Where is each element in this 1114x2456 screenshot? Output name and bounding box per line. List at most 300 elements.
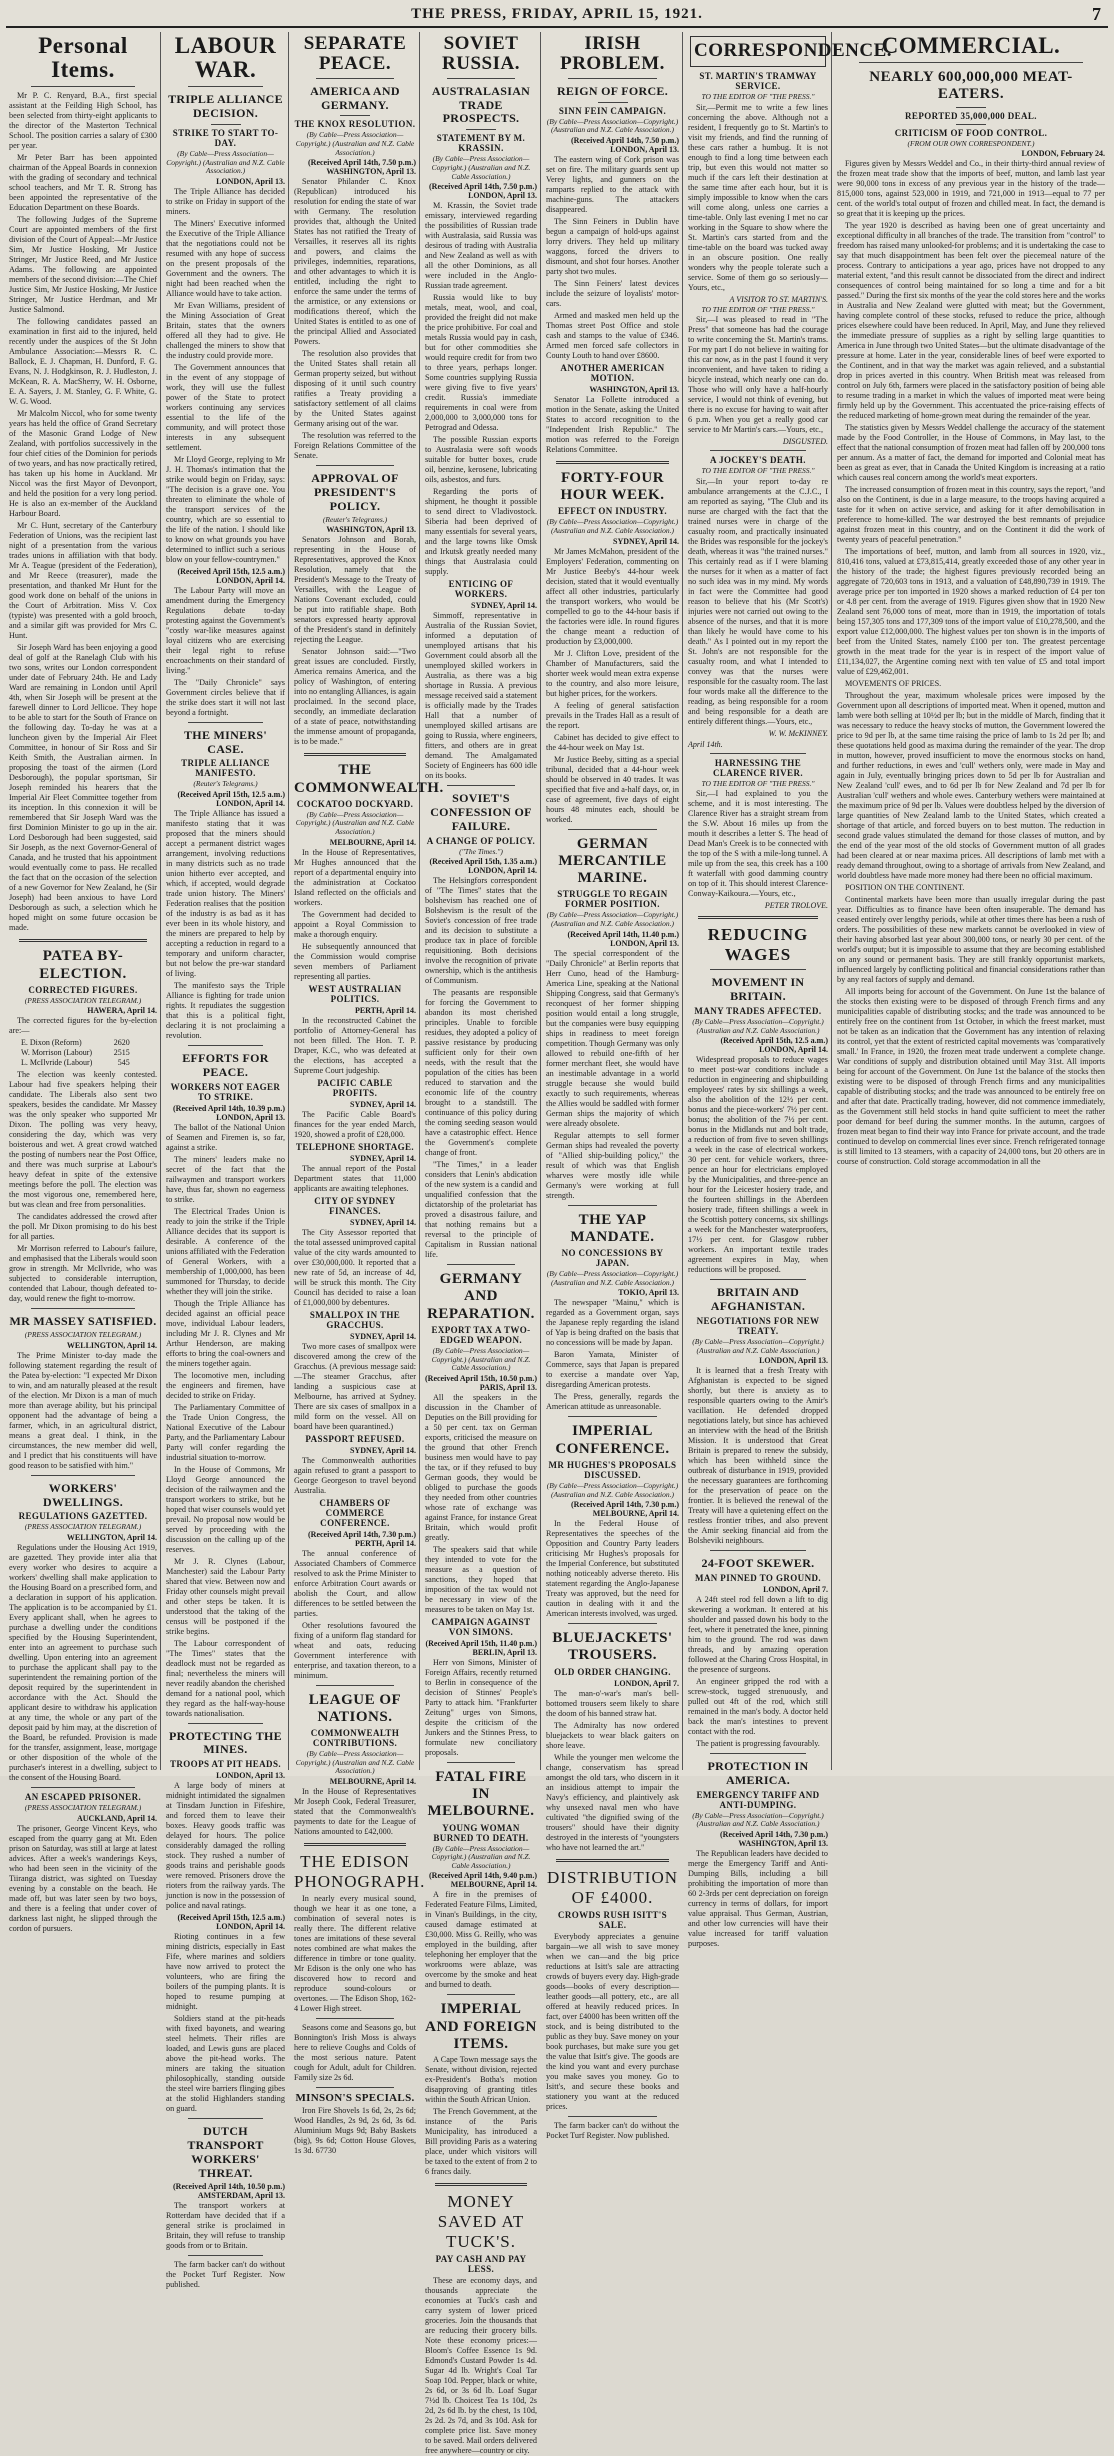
article-paragraph: Senators Johnson and Borah, representing in the House of Representatives, approved the Knox Resolution, namely that the President's Message to the Treaty of Versailles, with the League of Nations Covenant excluded, could be put into ratifiable shape. Both senators expressed hearty approval of the President's stand in definitely rejecting the League. [294, 535, 416, 645]
article-subheading: STATEMENT BY M. KRASSIN. [436, 133, 526, 154]
wire-credit: (By Cable—Press Association—Copyright.) (Australian and N.Z. Cable Association.) [546, 116, 679, 135]
article-subheading: TROOPS AT PIT HEADS. [169, 1759, 282, 1770]
rule [710, 969, 806, 970]
article-paragraph: While the younger men welcome the change, conservatism has spread amongst the old tars, who discern in it an insidious attempt to impair the Navy's efficiency, and plaintively ask why unsexed naval men who have cultivated "the dignified swing of the trousers" should have their dignity destroyed in the interests of "youngsters who have not learned the art." [546, 1752, 679, 1852]
article-heading: MR MASSEY SATISFIED. [9, 1314, 157, 1329]
rule [710, 450, 806, 451]
dateline: (Received April 14th, 9.40 p.m.) MELBOURNE, April 14. [429, 1871, 537, 1890]
article-paragraph: Baron Yamata, Minister of Commerce, says that Japan is prepared to exercise a mandate over Yap, disregarding American protests. [546, 1350, 679, 1390]
wire-credit: (By Cable—Press Association—Copyright.) (Australian and N.Z. Cable Association.) [692, 1017, 824, 1035]
dateline: SYDNEY, April 14. [350, 1445, 416, 1455]
dateline: HAWERA, April 14. [87, 1006, 157, 1016]
article-paragraph: The manifesto says the Triple Alliance is fighting for trade union rights. It repudiates the suggestion that this is a political fight, declaring it is not proclaiming a revolution. [166, 980, 285, 1040]
article-heading: PROTECTING THE MINES. [168, 1728, 282, 1757]
article-heading: GERMANY AND REPARATION. [427, 1271, 535, 1322]
article-subheading: A CHANGE OF POLICY. [426, 835, 536, 846]
rule [316, 78, 394, 79]
article-subheading: EFFECT ON INDUSTRY. [557, 506, 668, 517]
article-paragraph: A Cape Town message says the Senate, without division, rejected ex-President's Botha's motion disapproving of granting titles within the South African Union. [425, 2055, 537, 2105]
article-paragraph: Herr von Simons, Minister of Foreign Affairs, recently returned to Berlin in consequence of the decision of Stinnes' People's Party to attack him. "Frankfurter Zeitung" urges von Simons, despite the criticism of the Junkers and the Stinnes Press, to formulate new conciliatory proposals. [425, 1657, 537, 1757]
wire-credit: (By Cable—Press Association—Copyright.) (Australian and N.Z. Cable Association.) [295, 1749, 415, 1776]
article-paragraph: Mr Evan Williams, president of the Mining Association of Great Britain, states that the owners offered all they had to give. He challenged the miners to show that the industry could provide more. [166, 300, 285, 360]
dateline: WASHINGTON, April 13. [589, 384, 679, 394]
news-item-paragraph: The following Judges of the Supreme Court are appointed members of the first division of the Court of Appeal:—Mr Justice Sim, Mr Justice Hosking, Mr Justice Stringer, Mr Justice Reed, and Mr Justice Adams. The following are appointed members of the second division:—The Chief Justice Sim, Mr Justice Hosking, Mr Justice Stringer, Mr Justice Herdman, and Mr Justice Salmond. [9, 215, 157, 315]
article-paragraph: The locomotive men, including the engineers and firemen, have decided to strike on Friday. [166, 1370, 285, 1400]
column-divider [160, 32, 161, 1770]
dateline: LONDON, February 24. [1021, 149, 1105, 159]
article-subheading: MANY TRADES AFFECTED. [694, 1006, 822, 1017]
article-subheading: STRUGGLE TO REGAIN FORMER POSITION. [557, 889, 668, 910]
dateline: WELLINGTON, April 14. [66, 1533, 157, 1543]
article-paragraph: The importations of beef, mutton, and lamb from all sources in 1920, viz., 810,416 tons, valued at £73,815,414, greatly exceeded those of any other year in the history of the trade; the highest figures previously recorded being an aggregate of 720,603 tons in 1913, and a valuation of £48,890,739 in 1919. The average price per ton imported in 1920 shows a marked reduction of £4 per ton or 4.8 per cent. from the average of 1919. Figures given show that in 1920 New Zealand sent 76,000 tons of meat, more than in 1919, the importation of totals being 157,305 tons and 177,309 tons of the import value of £10,278,500, and the export value £12,000,000. The highest values per ton shown is in the imports of beef from the United States, namely £100 per ton. The greatest percentage growth in the meat trade for the year is in respect of the import value of £11,134,027, the Argentine coming next with ten value of £5 and total import value of £29,462,001. [837, 547, 1105, 677]
article-paragraph: The patient is progressing favourably. [696, 1738, 820, 1748]
candidate-name: E. Dixon (Reform) [21, 1038, 82, 1048]
advertisement-heading: THE EDISON PHONOGRAPH. [294, 1852, 426, 1892]
rule [316, 1685, 394, 1686]
article-paragraph: Soldiers stand at the pit-heads with fixed bayonets, and wearing steel helmets. Their rifles are loaded, and Lewis guns are placed above the pit-head works. The miners are taking the situation philosophically, standing outside the steel wire barriers flinging gibes at the stolid Highlanders standing on guard. [166, 2014, 285, 2114]
article-paragraph: The Electrical Trades Union is ready to join the strike if the Triple Alliance decides that its support is desirable. A conference of the unions affiliated with the Federation of General Workers, with a membership of 1,000,000, has been summoned for Thursday, to decide whether they will join the strike. [166, 1206, 285, 1296]
article-subheading: NEGOTIATIONS FOR NEW TREATY. [696, 1315, 820, 1336]
article-paragraph: The newspaper "Mainu," which is regarded as a Government organ, says the Japanese reply regarding the island of Yap is being drafted on the basis that no concessions will be made by Japan. [546, 1298, 679, 1348]
article-paragraph: In the House of Commons, Mr Lloyd George announced the decision of the railwaymen and the transport workers to strike, but he hoped that wiser counsels would yet prevail. No proposal now would be served by proceeding with the discussion on the calling up of the reserves. [166, 1464, 285, 1554]
article-paragraph: M. Krassin, the Soviet trade emissary, interviewed regarding the possibilities of Russian trade with Australasia, said Russia was desirous of trading with Australia and New Zealand as well as with all the other Dominions, as all were included in the Anglo-Russian trade agreement. [425, 201, 537, 291]
article-paragraph: Mr Morrison referred to Labour's failure, and emphasised that the Liberals would soon grow in strength. Mr McIlvride, who was subjected to considerable interruption, contended that Labour, though defeated to-day, would renew the fight to-morrow. [9, 1244, 157, 1304]
article-paragraph: The year 1920 is described as having been one of great uncertainty and exceptional difficulty in all branches of the trade. The transition from "control" to freedom has raised many unlooked-for problems; and it is undertaking the case to say that much disappointment has been felt over the piecemeal nature of the process. Contrary to anticipations a year ago, prices have not dropped to any material extent, "and this result cannot be dissociated from the direct and indirect consequences of control being maintained for so long a time and for a bit passed." During the first six months of the year the cold stores here and the works in Australia and New Zealand were glutted with meat; but the Government, having complete control of these stocks, refused to reduce the price, although prices elsewhere could have been reduced. In April, May, and June they relieved the immediate pressure of supplies as a right by selling large quantities to America in June through two United States—but the ultimate disadvantage of the pressure at home. Later in the year, considerable lines of beef were exported to the Continent, and in that way the market was again relieved, and a substantial drop in prices averted in this country. When British meat was released from control on July 6th, farmers were placed in the satisfactory position of being able to resume trading in a market in which the values of imported meat were being firmly held up by the Government. This accentuated the price-raising effects of the reduced marketing of home-grown meat during the remainder of the year. [837, 221, 1106, 421]
article-subheading: THE KNOX RESOLUTION. [294, 119, 416, 130]
section-heading: COMMERCIAL. [881, 33, 1061, 58]
advertisement-text: Iron Fire Shovels 1s 6d, 2s, 2s 6d; Wood Handles, 2s 9d, 2s 6d, 3s 6d. Aluminium Mugs 9d; Baby Baskets (big), 9s 6d; Cotton House Gloves, 1s 3d. 67730 [294, 2106, 416, 2156]
column-divider [831, 32, 832, 1770]
article-heading: THE YAP MANDATE. [570, 1211, 655, 1245]
article-paragraph: The annual conference of Associated Chambers of Commerce resolved to ask the Prime Minister to enforce Arbitration Court awards or abolish the Court, and allow differences to be settled between the parties. [294, 1548, 416, 1618]
rule [466, 129, 496, 130]
rule [447, 1264, 515, 1265]
article-heading: AUSTRALASIAN TRADE PROSPECTS. [431, 83, 531, 126]
rule [556, 1859, 669, 1862]
article-paragraph: A large body of miners at midnight intimidated the signalmen at Tinsdam Junction in Fifeshire, and forced them to leave their boxes. Heavy goods traffic was delayed for hours. The police considerably damaged the rolling stock. They rushed a number of goods trains and perishable goods were removed. Prisoners drove the rioters from the railway yards. The junction is now in the possession of police and naval ratings. [166, 1781, 285, 1911]
rule [31, 86, 135, 87]
section-heading: SOVIET RUSSIA. [442, 33, 520, 74]
rule [188, 1723, 263, 1724]
section-heading: SEPARATE PEACE. [303, 33, 407, 74]
masthead-title: THE PRESS, FRIDAY, APRIL 15, 1921. [411, 6, 703, 22]
article-heading: AMERICA AND GERMANY. [310, 83, 400, 112]
wire-credit: (By Cable—Press Association—Copyright.) (Australian and N.Z. Cable Association.) [546, 517, 679, 536]
rule [188, 722, 263, 723]
article-paragraph: The Pacific Cable Board's finances for the year ended March, 1920, showed a profit of £28,000. [294, 1109, 416, 1139]
article-paragraph: The Government had decided to appoint a Royal Commission to make a thorough enquiry. [294, 909, 416, 939]
column-commercial [834, 32, 1108, 1770]
dateline: (Received April 14th, 7.50 p.m.) WASHINGTON, April 13. [308, 158, 416, 177]
rule [568, 1623, 657, 1624]
article-paragraph: The resolution was referred to the Foreign Relations Committee of the Senate. [294, 431, 416, 461]
rule [304, 1843, 406, 1846]
dateline: SYDNEY, April 14. [471, 601, 537, 611]
news-item-paragraph: Mr Peter Barr has been appointed chairman of the Appeal Boards in connexion with the grading of secondary and technical school teachers, and Mr T. R. Strong has been appointed the representative of the Education Department on these Boards. [9, 153, 157, 213]
column-divider [419, 32, 420, 1770]
article-paragraph: The ballot of the National Union of Seamen and Firemen is, so far, against a strike. [166, 1122, 285, 1152]
article-heading: BLUEJACKETS' TROUSERS. [552, 1630, 673, 1664]
candidate-name: L. McIlvride (Labour) [21, 1058, 93, 1068]
article-paragraph: Two more cases of smallpox were discovered among the crew of the Gracchus. (A previous message said:—The steamer Gracchus, after landing a suspicious case at Melbourne, has arrived at Sydney. There are six cases of smallpox in a mild form on the vessel. All on board have been quarantined.) [294, 1341, 416, 1431]
wire-credit: (By Cable—Press Association—Copyright.) (Australian and N.Z. Cable Association.) [295, 809, 415, 837]
advertisement-subheading: CROWDS RUSH ISITT'S SALE. [557, 1909, 668, 1930]
article-paragraph: The speakers said that while they intended to vote for the measure as a question of sanctions, they hoped that imposition of the tax would not be necessary in view of the measures to be taken on May 1st. [425, 1544, 537, 1614]
rule [31, 1475, 135, 1476]
section-heading: CORRESPONDENCE. [694, 40, 893, 61]
poll-row [21, 1038, 130, 1048]
article-heading: DUTCH TRANSPORT WORKERS' THREAT. [187, 2124, 264, 2180]
article-paragraph: The candidates addressed the crowd after the poll. Mr Dixon promising to do his best for all parties. [9, 1212, 157, 1242]
advertisement-subheading: PAY CASH AND PAY LESS. [435, 2254, 527, 2275]
dateline: LONDON, April 13. [216, 1771, 285, 1781]
article-paragraph: The Government announces that in the event of any stoppage of work, they will use the fullest power of the State to protect workers continuing any services essential to the life of the community, and will protect those interests in any subsequent settlement. [166, 362, 285, 452]
article-heading: IMPERIAL CONFERENCE. [555, 1423, 670, 1457]
rule [316, 2087, 394, 2088]
news-item-paragraph: Mr P. C. Renyard, B.A., first special assistant at the Feilding High School, has been selected from thirty-eight applicants to the director of the Masterton Technical School. The position carries a salary of £300 per year. [9, 91, 157, 151]
article-paragraph: All imports being for account of the Government. On June 1st the balance of the stocks then existing were to be disposed of through French firms and any municipalities capable of distributing stocks; and the trade was announced to be entirely free on the continent from 1st October, in which the freest market, must not be taken as an indication that the Government has any intention of relaxing its control, yet that the extent of restricted capital movements was 'comparatively small.' In France, in 1920, the frozen meat trade underwent a complete change. War conditions of supply and distribution obtained until May 31st. All imports being for account of the Government. On June 1st the balance of the stocks then existing were to be disposed of through French firms and any municipalities capable of distributing stocks; and the trade was announced to be entirely free on and after that date. Practically trading, however, did not commence immediately, as the Government still held stocks in hand quite sufficient to meet the rather poor demand for beef during the summer months. In the autumn, cargoes of frozen meat began to find their way into France for private account, and the trade continued to develop on commercial lines ever since. French refrigerated tonnage is still limited to 13 steamers, with a capacity of 24,000 tons, but 20 others are in course of construction. Cold storage accommodation in all the [837, 987, 1105, 1167]
wire-credit: (PRESS ASSOCIATION TELEGRAM.) [24, 1803, 142, 1813]
rule [188, 2118, 263, 2119]
wire-credit: (By Cable—Press Association—Copyright.) (Australian and N.Z. Cable Association.) [546, 1480, 679, 1499]
article-heading: EFFORTS FOR PEACE. [182, 1050, 269, 1079]
wire-credit: (PRESS ASSOCIATION TELEGRAM.) [24, 1330, 142, 1340]
article-paragraph: The Miners' Executive informed the Executive of the Triple Alliance that the negotiations could not be resumed with any hope of success on the present proposals of the Government and the owners. The night had been reached when the Alliance would have to take action. [166, 218, 285, 298]
dateline: (Received April 14th, 7.30 p.m.) PERTH, April 14. [308, 1529, 416, 1548]
dateline: (Received April 14th, 10.39 p.m.) LONDON, April 13. [173, 1103, 285, 1122]
rule [568, 2116, 657, 2117]
article-paragraph: The annual report of the Postal Department states that 11,000 applicants are awaiting telephones. [294, 1163, 416, 1193]
article-heading: ST. MARTIN'S TRAMWAY SERVICE. [699, 70, 817, 91]
letter-signature: PETER TROLOVE. [764, 901, 828, 911]
wire-credit: (By Cable—Press Association—Copyright.) (Australian and N.Z. Cable Association.) [166, 148, 285, 176]
article-paragraph: Figures given by Messrs Weddel and Co., in their thirty-third annual review of the frozen meat trade show that the imports of beef, mutton, and lamb last year were 90,000 tons in excess of any previous year in the history of the trade—815,000 tons, against 523,000 in 1919, and 721,000 in 1913—equal to 77 per cent. of the world's total output of frozen and chilled meat. In fact, the demand is so great that it is keeping up the prices. [837, 159, 1105, 219]
rule [568, 1416, 657, 1417]
column-divider [540, 32, 541, 1770]
dateline: (Received April 14th, 7.30 p.m.) WASHINGTON, April 13. [720, 1829, 828, 1848]
masthead [0, 6, 1114, 28]
dateline: LONDON, April 13. [759, 1356, 828, 1366]
article-paragraph: Regarding the ports of shipment, he thought it possible to send direct to Vladivostock. Siberia had been deprived of many essentials for several years, and the large towns like Omsk and Irkutsk greatly needed many things that Australasia could supply. [425, 487, 537, 577]
column-divider [682, 32, 683, 1770]
dateline: MELBOURNE, April 14. [329, 837, 416, 847]
rule [698, 916, 818, 919]
rule [31, 1308, 135, 1309]
article-heading: GERMAN MERCANTILE MARINE. [558, 835, 667, 887]
dateline: LONDON, April 7. [763, 1584, 828, 1594]
rule [447, 78, 515, 79]
rule [598, 102, 628, 103]
wire-credit: (By Cable—Press Association—Copyright.) (Australian and N.Z. Cable Association.) [431, 1843, 531, 1870]
article-paragraph: The Triple Alliance has issued a manifesto stating that it was proposed that the miners should accept a permanent district wages arrangement, involving reductions in many districts such as no trade union hitherto ever accepted, and which, if accepted, would degrade trade union history. The Miners' Federation realises that the position of the industry is as bad as it has ever been in its whole history, and the miners are prepared to help by accepting a reduction in regard to a temporary and uniform character, but not below the pre-war standard of living. [166, 808, 285, 978]
wire-credit: (By Cable—Press Association—Copyright.) (Australian and N.Z. Cable Association.) [295, 130, 415, 157]
article-subheading: CRITICISM OF FOOD CONTROL. [894, 127, 1048, 138]
article-paragraph: Simmoff, representative in Australia of the Russian Soviet, informed a deputation of unemployed artisans that his Government could absorb all the unemployed skilled workers in Australia, as there was a big shortage in Russia. A previous message received said a statement is officially made by the Trades Hall that a number of unemployed skilled artisans are going to Russia, where engineers, fitters, and others are in great demand. The Amalgamated Society of Engineers has 600 idle on its books. [425, 611, 537, 781]
article-heading: ANOTHER AMERICAN MOTION. [560, 362, 665, 383]
dateline: SYDNEY, April 14. [350, 1331, 416, 1341]
article-paragraph: Though the Triple Alliance has decided against an official peace move, individual Labour leaders, including Mr J. R. Clynes and Mr Arthur Henderson, are making efforts to bring the coal-owners and the miners together again. [166, 1298, 285, 1368]
rule [188, 86, 263, 87]
article-paragraph: The Press, generally, regards the American attitude as unreasonable. [546, 1392, 679, 1412]
wire-credit: (Reuter's Telegrams.) [193, 779, 258, 789]
article-heading: TELEPHONE SHORTAGE. [295, 1141, 415, 1152]
rule [568, 1205, 657, 1206]
dateline: SYDNEY, April 14. [350, 1217, 416, 1227]
article-paragraph: Mr Lloyd George, replying to Mr J. H. Thomas's intimation that the strike would begin on Friday, says: "The decision is a grave one. You threaten to eliminate the whole of the transport services of the country, which are so essential to the life of the nation. I should like to know on what grounds you have determined to inflict such a serious blow on your fellow-countrymen." [166, 454, 285, 564]
rule [710, 1279, 806, 1280]
dateline: (Received April 15th, 12.5 a.m.) LONDON, April 14. [177, 566, 285, 585]
article-heading: WEST AUSTRALIAN POLITICS. [308, 983, 402, 1004]
letter-addressee: TO THE EDITOR OF "THE PRESS." [701, 91, 815, 101]
letter-addressee: TO THE EDITOR OF "THE PRESS." [701, 304, 815, 314]
rule [31, 1787, 135, 1788]
rule [304, 753, 406, 756]
advertisement-text: These are economy days, and thousands appreciate the economies at Tuck's cash and carry system of lower priced groceries. Join the thousands that are reducing their grocery bills. Note these economy prices:—Bloom's Coffee Essence 1s 9d. Edmond's Custard Powder 1s 4d. Sugar 4d lb. Wright's Coal Tar Soap 10d. Pepper, black or white, 2s 6d, or 3s 6d lb. Loaf Sugar 7½d lb. Choicest Tea 1s 10d, 2s 2d, 2s 6d lb. by the chest, 1s 10d, 2s 2d. 2s 7d, and 3s 10d. Ask for complete price list. Save money to be saved. Mail orders delivered free anywhere—country or city. [425, 2276, 537, 2456]
article-heading: WORKERS' DWELLINGS. [42, 1480, 124, 1509]
article-paragraph: In the House of Representatives Mr Joseph Cook, Federal Treasurer, stated that the Commonwealth's payments to date for the League of Nations amounted to £42,000. [294, 1787, 416, 1837]
advertisement-heading: MONEY SAVED AT TUCK'S. [437, 2192, 525, 2252]
letter-signature: DISGUSTED. [782, 437, 828, 447]
article-paragraph: All the speakers in the discussion in the Chamber of Deputies on the Bill providing for a 50 per cent. tax on German exports, criticised the measure on the ground that other French business men would have to pay the tax, or if they refused to buy German goods, they would be obliged to purchase the goods they needed from other countries whose rate of exchange was against France, for instance Great Britain, which would profit greatly. [425, 1392, 537, 1542]
article-heading: CAMPAIGN AGAINST VON SIMONS. [431, 1616, 531, 1637]
article-subheading: MR HUGHES'S PROPOSALS DISCUSSED. [548, 1459, 677, 1480]
rule [19, 939, 147, 942]
rule [568, 78, 657, 79]
wire-credit: (PRESS ASSOCIATION TELEGRAM.) [24, 995, 142, 1005]
dateline: (Received April 14th, 11.40 p.m.) LONDON, April 13. [567, 929, 679, 948]
article-heading: 24-FOOT SKEWER. [701, 1556, 815, 1571]
article-paragraph: Throughout the year, maximum wholesale prices were imposed by the Government upon all descriptions of imported meat. When it opened, mutton and lamb were both selling at 10½d per lb; but in the middle of March, finding that it was necessary to reduce the heavy stocks of mutton, the Government lowered the price to 9d per lb, at the same time raising the price of lamb to 1s 2d per lb; and these quotations held good as maxima during the remainder of the year. The drop in mutton, however, proved insufficient to move the enormous stocks on hand, and further reductions, in ewes and 'cull' wethers only, were made in May and again in July, eventually bringing prices down to 5d per lb for Australian and New Zealand 'cull' ewes, and to 6d per lb for New Zealand and 7d per lb for Australian 'cull' wethers and whole ewes. Canterbury wethers were maintained at the maximum price of 9d per lb. Values were doubtless helped by the diversion of large quantities of New Zealand lamb to the United States, which created a shortage of that article, and forced buyers on to best mutton. The reduction in second grade values stimulated the demand for those classes of mutton, and by the end of the year most of the old stocks of Government mutton of all grades had been cleared at or near maxima prices. All descriptions of lamb met with a ready demand throughout, owing to a shortage of arrivals from New Zealand, and world doubtless have made more money had there been no official maximum. [837, 691, 1105, 881]
article-paragraph: The possible Russian exports to Australasia were soft woods suitable for butter boxes, crude oil, benzine, kerosene, lubricating oils, asbestos, and furs. [425, 435, 537, 485]
wire-credit: (By Cable—Press Association—Copyright.) (Australian and N.Z. Cable Association.) [546, 910, 679, 929]
poll-results [21, 1038, 157, 1068]
poll-row [21, 1048, 130, 1058]
article-subheading: NO CONCESSIONS BY JAPAN. [561, 1248, 664, 1269]
page-number: 7 [1092, 4, 1102, 24]
letter-paragraph: Sir,—I was pleased to read in "The Press" that someone has had the courage to write concerning the St. Martin's trams. For my part I do not believe in waiting for this car now, as in the past I found it very inconvenient, and have taken to riding a bicycle instead, which nearly one can do. Those who will only have a half-hourly service, I would not think of evening, but there is no excuse for having to wait after 6 p.m. When you get a really good car service to Mr Martin's cars.—Yours, etc., [688, 315, 828, 435]
rule [188, 1045, 263, 1046]
rule [859, 62, 1083, 63]
rule [956, 107, 986, 108]
rule [568, 829, 657, 830]
article-paragraph: Mr J. Clifton Love, president of the Chamber of Manufacturers, said the shorter week would mean extra expense to the country, and also more leisure, but higher prices, for the workers. [546, 648, 679, 698]
news-item-paragraph: The following candidates passed an examination in first aid to the injured, held recently under the auspices of the St John Ambulance Association:—Messrs R. C. Ballock, E. J. Chapman, H. Dunford, F. G. Evans, N. J. Hodgkinson, R. J. Hudleston, J. McKean, R. A. MacSherry, W. H. Osborne, E. A. Sayers, J. M. Stanley, G. F. White, G. W. G. Wood. [9, 317, 157, 407]
rule [211, 124, 241, 125]
article-paragraph: Cabinet has decided to give effect to the 44-hour week on May 1st. [546, 732, 679, 752]
article-subheading: COCKATOO DOCKYARD. [296, 798, 414, 809]
letter-paragraph: Sir,—Permit me to write a few lines concerning the above. Although not a resident, I frequently go to St. Martin's to visit my friends, and find the running of these cars rather a humbug. It is not enough to find a long time between each trip, but even this would not matter so much if the cars left their destination at the same time after each hour, but it is simply impossible to know when the cars will come along, unless one carries a time-table. Only last evening I met no car working in the Square to show where the St. Martin's cars started from and the time-table on the board was tucked away in an obscure position. One really wonders why the people tolerate such a service. Some of them go so seriously—Yours, etc., [688, 102, 828, 292]
column-divider [288, 32, 289, 1770]
article-paragraph: The election was keenly contested. Labour had five speakers helping their candidate. The Liberals also sent two speakers, besides the candidate. Mr Massey was the only speaker who supported Mr Dixon. The polling was very heavy, considering the day, which was very boisterous and wet. A great crowd watched the posting of numbers near the Post Office, and there was much surprise at Labour's heavy defeat in spite of the extensive meetings before the poll. The election was the most vigorous one, remembered here, but was clean and free from personalities. [9, 1070, 157, 1210]
article-paragraph: The Admiralty has now ordered bluejackets to wear black gaiters on shore leave. [546, 1720, 679, 1750]
article-heading: AN ESCAPED PRISONER. [24, 1792, 142, 1803]
advertisement-text: The farm backer can't do without the Pocket Turf Register. Now published. [166, 2260, 285, 2290]
article-paragraph: The Helsingfors correspondent of "The Times" states that the bolshevism has reached one of Bolshevism is the result of the Soviet's concession of free trade and its decision to substitute a produce tax in place of forcible requisitioning. Both decisions involve the recognition of private ownership, which is the antithesis of Communism. [425, 876, 537, 986]
rule [447, 1762, 515, 1763]
article-paragraph: It is learned that a fresh Treaty with Afghanistan is expected to be signed shortly, but there is anxiety as to responsible quarters owing to the Amir's vacillation. He defended dropped negotiations lately, but since has achieved an interview with the head of the British Mission. It is understood that Great Britain is prepared to renew the subsidy, which has been withheld since the outbreak of disturbance in 1919, provided the necessary guarantees are forthcoming for the preservation of peace on the frontier. It is believed the renewal of the Treaty will have a quietening effect on the restless frontier tribes, and also prevent the Amir seeking financial aid from the Bolsheviki neighbours. [688, 1366, 828, 1546]
article-paragraph: A 24ft steel rod fell down a lift to dig skewering a workman. It entered at his shoulder and passed down his body to the feet, where it penetrated the knee, pinning him to the ground. The rod was dawn threads, and by amazing operation followed at the Charing Cross Hospital, in the presence of surgeons. [688, 1594, 828, 1674]
article-subheading: OLD ORDER CHANGING. [554, 1666, 671, 1677]
article-heading: HARNESSING THE CLARENCE RIVER. [712, 757, 803, 778]
article-paragraph: The French Government, at the instance of the Paris Municipality, has introduced a Bill providing Paris as a watering place, under which visitors will be taxed to the extent of from 2 to 6 francs daily. [425, 2107, 537, 2177]
article-paragraph: The Commonwealth authorities again refused to grant a passport to George Georgeson to travel beyond Australia. [294, 1455, 416, 1495]
candidate-votes: 2620 [113, 1038, 130, 1048]
article-heading: A JOCKEY'S DEATH. [710, 455, 806, 466]
advertisement-text: Seasons come and Seasons go, but Bonnington's Irish Moss is always here to relieve Coughs and Colds of the most serious nature. Patent cough for Adult, adult for Children. Family size 2s 6d. [294, 2023, 416, 2083]
dateline: SYDNEY, April 14. [350, 1153, 416, 1163]
column-separate-peace [291, 32, 444, 2156]
poll-row [21, 1058, 130, 1068]
wire-credit: (By Cable—Press Association—Copyright.) (Australian and N.Z. Cable Association.) [431, 154, 531, 181]
dateline: (Received April 15th, 12.5 a.m.) LONDON, April 14. [177, 789, 285, 808]
article-paragraph: Rioting continues in a few mining districts, especially in East Fife, where marines and soldiers have now arrived to protect the volunteers, who are firing the boilers of the pumping plants. It is hoped to resume pumping at midnight. [166, 1932, 285, 2012]
candidate-votes: 2515 [113, 1048, 130, 1058]
dateline: (Received April 14th, 7.50 p.m.) LONDON, April 13. [571, 135, 679, 154]
article-paragraph: The Parliamentary Committee of the Trade Union Congress, the National Executive of the Labour Party, and the Parliamentary Labour Party will confer regarding the industrial situation to-morrow. [166, 1402, 285, 1462]
section-heading: IRISH PROBLEM. [560, 33, 665, 74]
news-item-paragraph: Mr Malcolm Niccol, who for some twenty years has held the office of Grand Secretary of the Masonic Grand Lodge of New Zealand, with portfolios successively in the four chief cities of the Dominion for periods of two years, and has now practically retired, has taken up his home in Auckland. Mr Niccol was the first Mayor of Devonport, and held the position for a very long period. He is also an ex-member of the Auckland Harbour Board. [9, 409, 157, 519]
rule [340, 115, 370, 116]
article-subheading: YOUNG WOMAN BURNED TO DEATH. [433, 1822, 529, 1843]
dateline: SYDNEY, April 14. [350, 1099, 416, 1109]
article-paragraph: The City Assessor reported that the total assessed unimproved capital value of the city wards amounted to over £30,000,000. It reported that a new rate of 5d, an increase of 4d, will be struck this month. The City Council has decided to raise a loan of £1,000,000 by debentures. [294, 1227, 416, 1307]
article-heading: LEAGUE OF NATIONS. [308, 1691, 402, 1725]
article-paragraph: The Labour Party will move an amendment during the Emergency Regulations debate to-day protesting against the Government's "costly war-like measures against loyal citizens who are exercising their legal right to refuse encroachments on their standard of living." [166, 585, 285, 675]
article-heading: IMPERIAL AND FOREIGN ITEMS. [425, 2001, 537, 2052]
advertisement-text: Everybody appreciates a genuine bargain—we all wish to save money when we can—and the big price reductions at Isitt's sale are attracting crowds of buyers every day. High-grade goods—books of every description—leather goods—all pottery, etc., are all offered at heavily reduced prices. In fact, over £4000 has been written off the stock, and is being distributed to the public as they buy. Save money on your book purchases, but make sure you get the value that Isitt's give. The goods are the kind you want and every purchase you make saves you money. Go to Isitt's, and secure these books and stationery you want at the reduced prices. [546, 1931, 679, 2111]
article-heading: CITY OF SYDNEY FINANCES. [314, 1195, 396, 1216]
article-heading: PATEA BY-ELECTION. [39, 948, 127, 982]
rule [556, 461, 669, 464]
article-paragraph: Continental markets have been more than usually irregular during the past year. Difficulties as to finance have been often insuperable. The demand has ceased entirely over lengthy periods, while at other times there has been a rush of orders. The possibilities of these new markets cannot be overlooked in view of their having absorbed last year about 300,000 tons, or nearly 30 per cent. of the world's output; but it is impossible to assume that they are becoming established on any sound or permanent basis. They are still frankly opportunist markets, influenced largely by conflicting political and financial considerations rather than by any real factors of supply and demand. [837, 895, 1105, 985]
article-heading: ENTICING OF WORKERS. [448, 579, 514, 600]
dateline: (Received April 14th, 7.50 p.m.) LONDON, April 13. [429, 182, 537, 201]
letter-signature: A VISITOR TO ST. MARTIN'S. [729, 294, 828, 304]
section-heading: LABOUR WAR. [174, 33, 277, 83]
news-item-paragraph: Sir Joseph Ward has been enjoying a good deal of golf at the Ranelagh Club with his two sons, writes our London correspondent under date of February 24th. He and Lady Ward are remaining in London until April 4th, when Sir Joseph will be present at the farewell dinner to Lord Jellicoe. They hope to be able to start for the South of France on the following day. To-day he was at a luncheon given by the Imperial Air Fleet Committee, in honour of Sir Ross and Sir Keith Smith, the Australian airmen. In proposing the toast of the airmen (Lord Desborough), the popular sportsman, Sir Joseph reminded his hearers that the Imperial Air Fleet Committee together from its inception. In this connexion it will be remembered that Sir Joseph Ward was the first Dominion Minister to go up in the air. Lord Desborough had been suggested, said Sir Joseph, as the next Governor-General of Canada, and he trusted that his appointment would eventually come to pass. He recalled the fact that on the occasion of the selection of a new Governor for New Zealand, he (Sir Joseph) had been anxious to have Lord Desborough as such, a selection which he hoped might on some future occasion be made. [9, 643, 157, 933]
article-paragraph: The statistics given by Messrs Weddel challenge the accuracy of the statement made by the Food Controller, in the House of Commons, in May last, to the effect that the national consumption of frozen meat had fallen off by 200,000 tons per annum. As a matter of fact, the demand for imported and Colonial meat has been as great as ever, that in Canada the United Kingdom is increasing at a ratio which causes real concern among the world's meat exporters. [837, 423, 1105, 483]
article-paragraph: The Sinn Feiners' latest devices include the seizure of loyalists' motor-cars. [546, 278, 679, 308]
dateline: WELLINGTON, April 14. [66, 1340, 157, 1350]
article-paragraph: The Triple Alliance has decided to strike on Friday in support of the miners. [166, 186, 285, 216]
correspondence-masthead [690, 36, 893, 67]
article-subheading: EXPORT TAX A TWO-EDGED WEAPON. [431, 1324, 531, 1345]
article-paragraph: Senator Johnson said:—"Two great issues are concluded. Firstly, America remains America, and the policy of Washington, of entering into no entangling Alliances, is again proclaimed. In the second place, secondly, an immediate declaration of a state of peace, notwithstanding the immense amount of propaganda, is to be made." [294, 647, 416, 747]
article-paragraph: In the reconstructed Cabinet the portfolio of Attorney-General has not been filled. The Hon. T. P. Draper, K.C., who was defeated at the elections, has accepted a Supreme Court judgeship. [294, 1015, 416, 1075]
dateline: (Received April 15th, 12.5 a.m.) LONDON, April 14. [177, 1913, 285, 1932]
rule [447, 1994, 515, 1995]
dateline: WASHINGTON, April 13. [326, 525, 416, 535]
letter-signature: W. W. McKINNEY. [768, 728, 828, 738]
letter-paragraph: Sir,—In your report to-day re ambulance arrangements at the C.J.C., I am reported as saying, "The Club and its nurse are charged with the fact that the trained nurses were in charge of the casualty room, and practically insinuated the Brides was responsible for the jockey's death, whereas it was "the trained nurses." This certainly read as if I were blaming the nurses for it when as a matter of fact no such idea was in my mind. My words in fact were the Committee had good reason to believe that his (Mr Scott's) injuries were not carried out owing to the absence of the nurses, and that it is more than likely he would have come to his death." As I pointed out in my report the St. John's are not responsible for the casualty room, and what I intended to convey was that the nurses were responsible for the casualty room. The last four words make all the difference to the reading, as being responsible for a room and being responsible for a death are entirely different things.—Yours, etc., [688, 476, 828, 726]
rule [447, 785, 515, 786]
article-subheading: STRIKE TO START TO-DAY. [172, 127, 279, 148]
article-heading: REIGN OF FORCE. [556, 83, 669, 98]
article-heading: THE COMMONWEALTH. [294, 762, 444, 796]
article-paragraph: Mr Justice Beeby, sitting as a special tribunal, decided that a 44-hour week should be observed in 40 trades. It was specified that five and a-half days, or, in case of agreement, five days of eight hours 48 minutes each, should be worked. [546, 754, 679, 824]
article-subheading: CORRECTED FIGURES. [28, 984, 138, 995]
dateline: MELBOURNE, April 14. [329, 1777, 416, 1787]
article-paragraph: Widespread proposals to reduce wages to meet post-war conditions include a reduction in engineering and shipbuilding employees' rates by six shillings a week, also the abolition of the 12½ per cent. bonus and the piece-workers' 7½ per cent. bonus; the abolition of the 7½ per cent. bonus in the Midlands nut and bolt trade, a reduction of from five to seven shillings a week in the case of electrical workers, 30 per cent. for vehicle workers, three-pence an hour for electricians employed by the Municipalities, and three-pence an hour for the Leicester hosiery trade, and the fourteen shillings in the Aberdeen hosiery trade, fifteen shillings a week in the Scottish pottery concerns, six shillings a week for the Manchester waterproofers, 17½ per cent. for Glasgow rubber workers. An important textile trades agreement expires in May, when reductions will be proposed. [688, 1055, 828, 1275]
article-paragraph: An engineer gripped the rod with a screw-stock, tugged strenuously, and pulled out 4ft of the rod, which still remained in the man's body. A doctor held back the man's intestines to prevent contact with the rod. [688, 1676, 828, 1736]
dateline: (Received April 14th, 10.50 p.m.) AMSTERDAM, April 13. [173, 2182, 285, 2201]
article-paragraph: The peasants are responsible for forcing the Government to abandon its most cherished principles. Unable to forcible residues, they adopted a policy of passive resistance by producing sufficient only for their own needs, with the result that the population of the cities has been reduced to starvation and the economic life of the country brought to a standstill. The continuance of this policy during the coming seeding season would have a catastrophic effect. Hence the Government's complete change of front. [425, 988, 537, 1158]
article-heading: THE MINERS' CASE. [184, 727, 267, 756]
article-paragraph: He subsequently announced that the Commission would comprise seven members of Parliament representing all parties. [294, 941, 416, 981]
article-paragraph: The "Daily Chronicle" says Government circles believe that if the strike does start it will not last beyond a fortnight. [166, 677, 285, 717]
rule [710, 1550, 806, 1551]
dateline: (Received April 14th, 7.30 p.m.) MELBOURNE, April 14. [571, 1500, 679, 1519]
article-paragraph: The miners' leaders make no secret of the fact that the railwaymen and transport workers have, thus far, shown no eagerness to strike. [166, 1154, 285, 1204]
article-heading: PACIFIC CABLE PROFITS. [317, 1077, 393, 1098]
dateline: (Received April 15th, 1.35 a.m.) LONDON, April 14. [429, 857, 537, 876]
article-subheading: REPORTED 35,000,000 DEAL. [905, 110, 1037, 121]
article-paragraph: POSITION ON THE CONTINENT. [845, 883, 965, 893]
article-paragraph: A feeling of general satisfaction prevails in the Trades Hall as a result of the report. [546, 700, 679, 730]
article-heading: PASSPORT REFUSED. [305, 1433, 405, 1444]
article-subheading: MAN PINNED TO GROUND. [694, 1572, 822, 1583]
candidate-votes: 545 [117, 1058, 130, 1068]
article-paragraph: The Labour correspondent of "The Times" states that the deadlock must not be regarded as final; nevertheless the miners will never readily abandon the cherished demand for a national pool, which they regard as the half-way-house towards nationalisation. [166, 1638, 285, 1718]
advertisement-heading: MINSON'S SPECIALS. [295, 2092, 415, 2105]
article-subheading: COMMONWEALTH CONTRIBUTIONS. [310, 1728, 400, 1749]
advertisement-text: In nearly every musical sound, though we hear it as one tone, a combination of several notes is really there. The different relative tones are imitations of these several notes combined are what makes the difference in timbre or tone quality. Mr Edison is the only one who has discovered how to record and reproduce sound-colours or overtones. — The Edison Shop, 162-4 Lower High street. [294, 1894, 416, 2014]
wire-credit: ("The Times.") [459, 846, 503, 856]
dateline: SYDNEY, April 14. [613, 536, 679, 546]
rule [316, 465, 394, 466]
article-paragraph: The prisoner, George Vincent Keys, who escaped from the quarry gang at Mt. Eden prison on Saturday, was still at large at latest advices. After a week's wanderings Keys, who had been seen in the vicinity of the Tiiranga district, was sighted on Tuesday evening by a constable on the beach. He made off, but was later seen by two boys, and there is a feeling that under cover of darkness last night, he slipped through the cordon of pursuers. [9, 1823, 157, 1933]
rule [710, 1753, 806, 1754]
section-heading: Personal Items. [38, 33, 128, 83]
column-personal-items [6, 32, 160, 1933]
wire-credit: (By Cable—Press Association—Copyright.) (Australian and N.Z. Cable Association.) [692, 1810, 824, 1829]
rule [956, 124, 986, 125]
article-paragraph: Senator La Follette introduced a motion in the Senate, asking the United States to accord recognition to the "Independent Irish Republic." The motion was referred to the Foreign Relations Committee. [546, 394, 679, 454]
rule [435, 2183, 527, 2186]
wire-credit: (By Cable—Press Association—Copyright.) (Australian and N.Z. Cable Association.) [692, 1336, 824, 1355]
top-rule [6, 26, 1108, 28]
advertisement-text: The farm backer can't do without the Pocket Turf Register. Now published. [546, 2120, 679, 2140]
article-paragraph: The transport workers at Rotterdam have decided that if a general strike is proclaimed in Britain, they will refuse to tranship goods from or to Britain. [166, 2201, 285, 2251]
article-paragraph: The eastern wing of Cork prison was set on fire. The military guards sent up Verey lights, and gunners on the ramparts replied to the attack with machine-guns. The attackers disappeared. [546, 154, 679, 214]
article-heading: CHAMBERS OF COMMERCE CONFERENCE. [319, 1497, 391, 1528]
letter-addressee: TO THE EDITOR OF "THE PRESS." [701, 778, 815, 788]
article-paragraph: Senator Philander C. Knox (Republican) introduced his resolution for ending the state of war with Germany. The resolution provides that, although the United States has not ratified the Treaty of Versailles, it reserves all its rights and powers, and claims the privileges, indemnities, reparations, and other advantages to which it is entitled, including the right to enforce the same under the terms of the armistice, or any extensions or modifications thereof, which the United States is entitled to as one of the principal Allied and Associated Powers. [294, 177, 416, 347]
article-paragraph: Mr J. R. Clynes (Labour, Manchester) said the Labour Party shared that view. Between now and Friday other counsels might prevail and other steps be taken. It is understood that the taking of the census will be postponed if the strike begins. [166, 1556, 285, 1636]
article-heading: BRITAIN AND AFGHANISTAN. [710, 1285, 806, 1314]
article-paragraph: The Prime Minister to-day made the following statement regarding the result of the Patea by-election: "I expected Mr Dixon to win, and am naturally pleased at the result of the election. Mr Dixon is a man of much more than average ability, but his principal opponent had the advantage of being a farmer, which, in an agricultural district, means a great deal. I think, in the circumstances, the new member did well, and I predict that his constituents will have good reason to be satisfied with him." [9, 1350, 157, 1470]
article-subheading: REGULATIONS GAZETTED. [18, 1511, 148, 1522]
article-paragraph: Russia would like to buy metals, meat, wool, and coal, provided the freight did not make the price prohibitive. For coal and metals Russia would pay in cash, but for other commodities she would require credit for from two to three years, perhaps longer. Some countries supplying Russia were giving five to five years' credit. Russia's immediate requirements in coal were from 2,000,000 to 3,000,000 tons for Petrograd and Odessa. [425, 293, 537, 433]
article-paragraph: Regulations under the Housing Act 1919, are gazetted. They provide inter alia that every worker who desires to acquire a workers' dwelling shall make application to the Housing Board on a prescribed form, and a declaration in support of his application. The application is to be accompanied by £1. Every applicant shall, when he agrees to purchase a dwelling under the conditions specified by the Housing Superintendent, enter into an agreement to purchase such dwelling. Upon entering into an agreement to purchase the applicant shall pay to the superintendent the remaining portion of the deposit required by the superintendent in accordance with the Act. Should the applicant desire to withdraw his application at any time, the whole or any part of the deposit paid by him may, at the discretion of the Board, be refunded. Provision is made for the transfer, assignment, lease, mortgage or other disposition of the whole of the purchaser's interest in a dwelling, subject to the consent of the Housing Board. [9, 1543, 157, 1783]
dateline: (Received April 15th, 10.50 p.m.) PARIS, April 13. [425, 1373, 537, 1392]
article-paragraph: Armed and masked men held up the Thomas street Post Office and stole cash and stamps to the value of £346. Armed men forced safe collectors in County Louth to hand over £8600. [546, 310, 679, 360]
column-soviet-russia [422, 32, 540, 2456]
wire-credit: (By Cable—Press Association—Copyright.) (Australian and N.Z. Cable Association.) [546, 1269, 679, 1287]
letter-addressee: TO THE EDITOR OF "THE PRESS." [701, 466, 815, 476]
dateline: LONDON, April 7. [614, 1678, 679, 1688]
article-paragraph: MOVEMENTS OF PRICES. [845, 679, 942, 689]
article-heading: PROTECTION IN AMERICA. [707, 1758, 809, 1787]
wire-credit: (By Cable—Press Association—Copyright.) (Australian and N.Z. Cable Association.) [431, 1345, 531, 1373]
article-subheading: EMERGENCY TARIFF AND ANTI-DUMPING. [696, 1789, 820, 1810]
column-irish-problem [543, 32, 682, 2140]
article-heading: SOVIET'S CONFESSION OF FAILURE. [430, 791, 532, 833]
dateline: AUCKLAND, April 14. [76, 1813, 157, 1823]
section-heading: REDUCING WAGES [707, 925, 809, 965]
column-labour-war [163, 32, 288, 2290]
dateline: (Received April 15th, 11.40 p.m.) BERLIN, April 13. [425, 1638, 537, 1657]
